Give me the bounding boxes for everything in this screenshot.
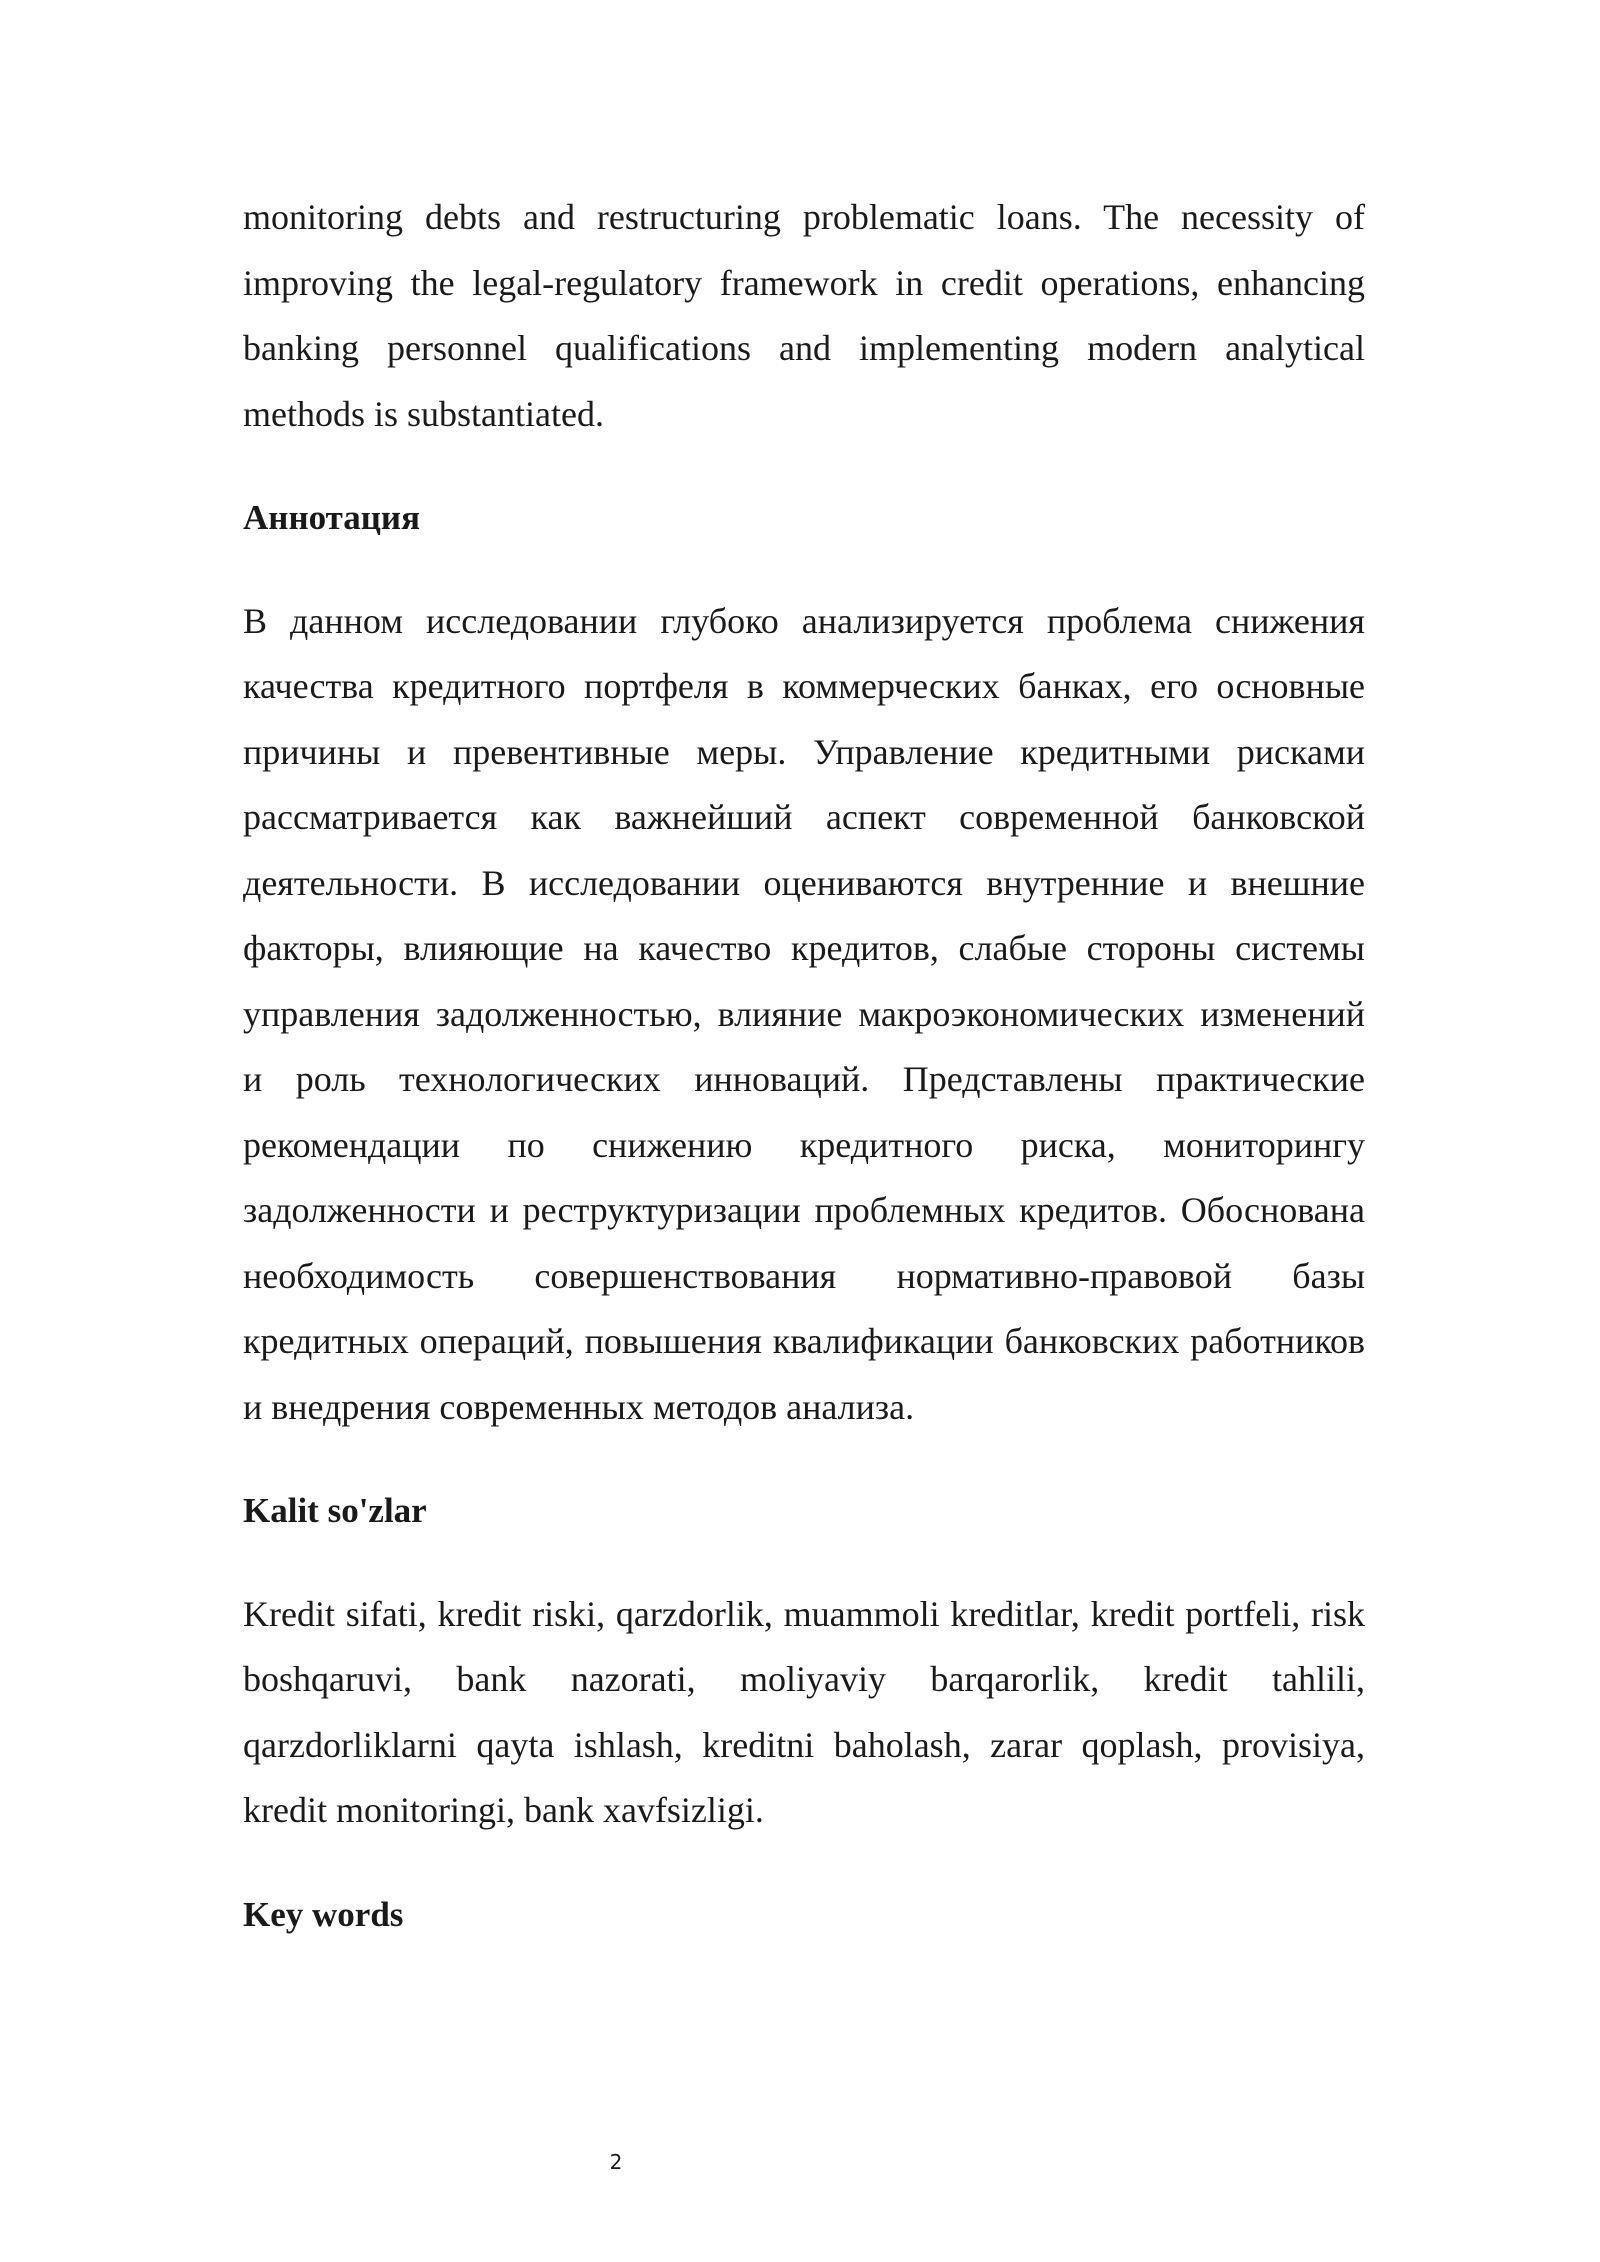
kalit-sozlar-heading: Kalit so'zlar	[243, 1491, 427, 1530]
annotation-paragraph: В данном исследовании глубоко анализируется проблема снижения качества кредитного портфеля в коммерческих банках, его основные причины и превентивные меры. Управление кредитными рисками рассматривается как важнейший аспект современной банковской деятельности. В исследовании оцениваются внутренние и внешние факторы, влияющие на качество кредитов, слабые стороны системы управления задолженностью, влияние макроэкономических изменений и роль технологических инноваций. Представлены практические рекомендации по снижению кредитного риска, мониторингу задолженности и реструктуризации проблемных кредитов. Обоснована необходимость совершенствования нормативно-правовой базы кредитных операций, повышения квалификации банковских работников и внедрения современных методов анализа.	[243, 600, 1365, 1427]
annotation-heading: Аннотация	[243, 498, 421, 537]
abstract-continuation-paragraph: monitoring debts and restructuring problematic loans. The necessity of improving the legal-regulatory framework in credit operations, enhancing banking personnel qualifications and implementing modern analytical methods is substantiated.	[243, 197, 1365, 434]
page-number: 2	[609, 2150, 623, 2174]
kalit-sozlar-paragraph: Kredit sifati, kredit riski, qarzdorlik, muammoli kreditlar, kredit portfeli, risk boshqaruvi, bank nazorati, moliyaviy barqarorlik, kredit tahlili, qarzdorliklarni qayta ishlash, kreditni baholash, zarar qoplash, provisiya, kredit monitoringi, bank xavfsizligi.	[243, 1593, 1365, 1830]
key-words-heading: Key words	[243, 1894, 404, 1934]
page-content	[243, 185, 1365, 1947]
